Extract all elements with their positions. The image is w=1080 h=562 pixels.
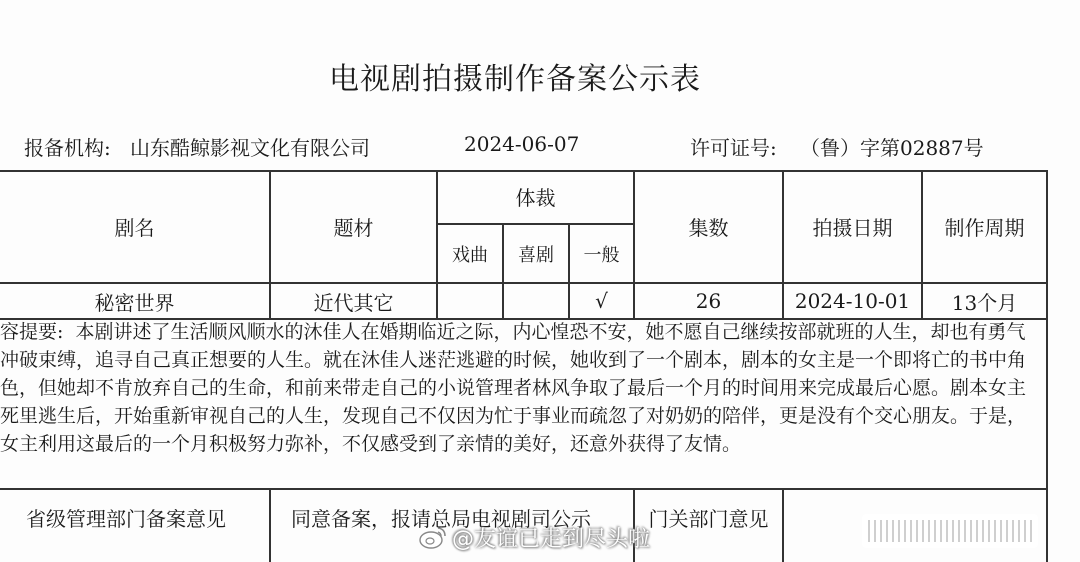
- col-name: 剧名: [114, 215, 155, 240]
- comedy-mark: [504, 284, 568, 318]
- genre-general: 一般: [583, 244, 620, 266]
- org-label: 报备机构:: [24, 136, 111, 160]
- col-episodes: 集数: [688, 215, 729, 240]
- opera-mark: [438, 284, 502, 318]
- synopsis: [0, 318, 1040, 458]
- license-label: 许可证号:: [690, 136, 777, 160]
- filing-date: 2024-06-07: [464, 132, 580, 156]
- drama-name: 秘密世界: [94, 290, 175, 315]
- production-period: 13个月: [951, 290, 1018, 315]
- episode-count: 26: [695, 289, 722, 313]
- synopsis-text: 本剧讲述了生活顺风顺水的沐佳人在婚期临近之际，内心惶恐不安，她不愿自己继续按部就班的人生，却也有勇气冲破束缚，追寻自己真正想要的人生。就在沐佳人迷茫逃避的时候，她收到了一个剧本，剧本的女主是一个即将亡的书中角色，但她却不肯放弃自己的生命，和前来带走自己的小说管理者林风争取了最后一个月的时间用来完成最后心愿。剧本女主死里逃生后，开始重新审视自己的人生，发现自己不仅因为忙于事业而疏忽了对奶奶的陪伴，更是没有个交心朋友。于是，女主利用这最后的一个月积极努力弥补，不仅感受到了亲情的美好，还意外获得了友情。: [0, 321, 1027, 455]
- col-shoot-date: 拍摄日期: [812, 215, 893, 240]
- org-name: 山东酷鲸影视文化有限公司: [130, 136, 370, 160]
- department-opinion-label: 门关部门意见: [648, 506, 769, 531]
- provincial-opinion: 同意备案，报请总局电视剧司公示: [291, 506, 591, 531]
- col-genre: 体裁: [515, 186, 556, 210]
- genre-opera: 戏曲: [452, 244, 488, 266]
- col-theme: 题材: [333, 215, 374, 240]
- watermark: @友谊已走到尽头啦: [452, 527, 651, 552]
- genre-comedy: 喜剧: [518, 244, 554, 266]
- ghost-overlay-icon: [862, 514, 1038, 548]
- general-checkmark: √: [595, 289, 608, 313]
- synopsis-label: 容提要:: [0, 321, 64, 343]
- provincial-opinion-label: 省级管理部门备案意见: [26, 506, 226, 531]
- page-title: 电视剧拍摄制作备案公示表: [329, 62, 701, 97]
- license-number: （鲁）字第02887号: [800, 136, 984, 160]
- drama-theme: 近代其它: [313, 290, 394, 315]
- weibo-logo-icon: [418, 524, 448, 550]
- shoot-date: 2024-10-01: [794, 289, 911, 313]
- col-period: 制作周期: [944, 215, 1025, 240]
